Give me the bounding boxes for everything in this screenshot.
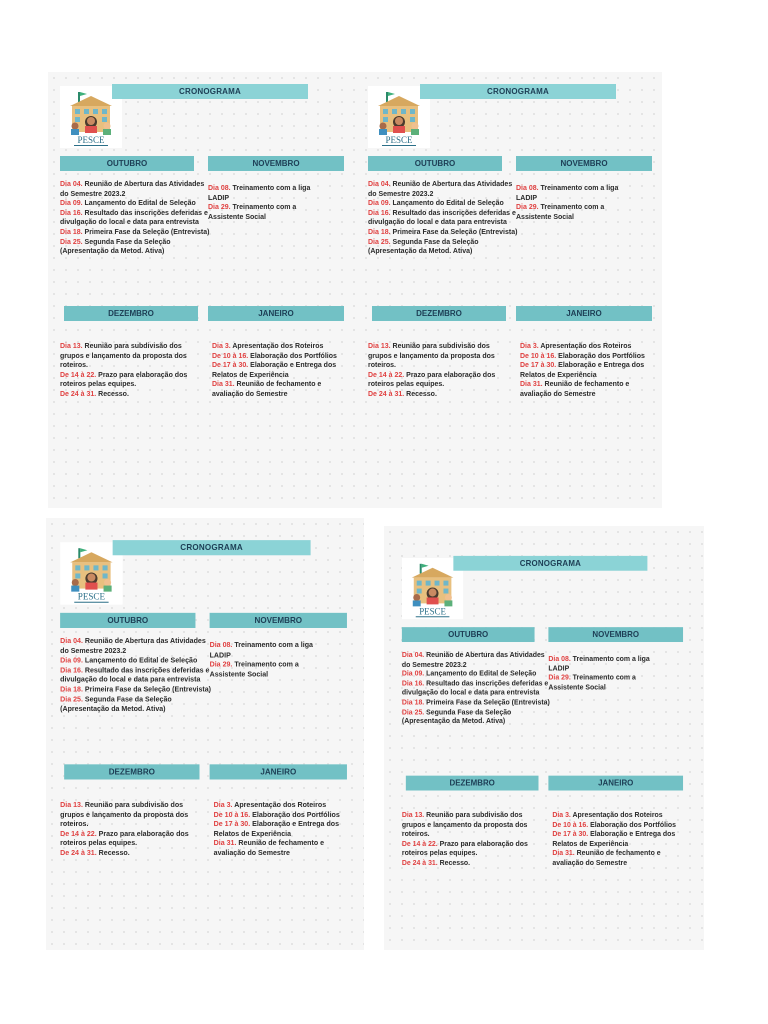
entry-date: Dia 04. — [60, 638, 83, 646]
schedule-entry — [402, 708, 552, 727]
entry-date: Dia 09. — [60, 657, 83, 665]
entry-text: Prazo para elaboração dos roteiros pelas equipes. — [60, 830, 189, 848]
schedule-entry — [214, 810, 349, 820]
schedule-entry — [60, 695, 214, 714]
entry-date: Dia 13. — [401, 812, 425, 820]
entry-text: Apresentação dos Roteiros — [234, 801, 327, 809]
schedule-entry — [402, 811, 537, 839]
schedule-entry — [520, 352, 654, 362]
entry-date: De 14 à 22. — [60, 371, 97, 379]
entry-text: Elaboração dos Portfólios — [590, 821, 677, 829]
schedule-entry — [214, 801, 349, 811]
entry-date: Dia 29. — [209, 661, 233, 669]
schedule-entry — [60, 209, 212, 228]
schedule-entry — [552, 811, 685, 820]
entry-date: De 17 à 30. — [212, 362, 249, 370]
entry-text: Recesso. — [98, 850, 130, 858]
month-heading-novembro: NOVEMBRO — [516, 156, 652, 171]
schedule-entry — [548, 674, 667, 693]
month-heading-janeiro: JANEIRO — [210, 764, 347, 779]
entry-text: Elaboração dos Portfólios — [558, 352, 645, 360]
entry-text: Reunião de fechamento e avaliação do Semestre — [212, 381, 322, 398]
schedule-entry — [60, 371, 196, 390]
month-heading-dezembro: DEZEMBRO — [406, 776, 539, 791]
month-heading-janeiro: JANEIRO — [516, 306, 652, 321]
schedule-entry — [520, 342, 654, 352]
entry-date: Dia 31. — [213, 840, 237, 848]
month-list-outubro — [402, 651, 552, 727]
entry-date: De 17 à 30. — [552, 831, 589, 839]
month-list-janeiro — [212, 342, 346, 400]
page-top — [48, 72, 662, 508]
schedule-entry — [60, 801, 197, 830]
entry-text: Reunião para subdivisão dos grupos e lançamento da proposta dos roteiros. — [401, 812, 528, 839]
entry-date: Dia 09. — [60, 200, 83, 208]
entry-text: Segunda Fase da Seleção (Apresentação da Metod. Ativa) — [368, 238, 479, 256]
page-bottom-right — [384, 526, 704, 950]
entry-date: De 24 à 31. — [60, 390, 97, 398]
month-list-outubro — [368, 180, 520, 257]
month-heading-janeiro: JANEIRO — [208, 306, 344, 321]
entry-date: Dia 09. — [368, 200, 391, 208]
svg-text:PESCE: PESCE — [77, 591, 106, 602]
schedule-entry — [60, 686, 214, 696]
entry-date: De 24 à 31. — [401, 859, 438, 867]
schedule-entry — [60, 666, 214, 685]
month-list-janeiro — [520, 342, 654, 400]
schedule-entry — [212, 380, 346, 399]
schedule-entry — [60, 228, 212, 238]
schedule-entry — [208, 203, 328, 222]
schedule-entry — [208, 184, 328, 203]
month-heading-dezembro: DEZEMBRO — [372, 306, 506, 321]
page-bottom-left — [46, 518, 364, 950]
schedule-entry — [368, 228, 520, 238]
schedule-entry — [60, 238, 212, 257]
svg-text:PESCE: PESCE — [419, 606, 446, 617]
entry-text: Prazo para elaboração dos roteiros pelas equipes. — [368, 371, 496, 389]
month-list-novembro — [516, 184, 636, 222]
entry-text: Primeira Fase da Seleção (Entrevista) — [84, 228, 210, 236]
entry-date: Dia 04. — [60, 181, 83, 188]
schedule-entry — [60, 637, 214, 656]
entry-text: Treinamento com a liga LADIP — [548, 655, 650, 673]
entry-date: De 14 à 22. — [401, 840, 438, 848]
entry-date: Dia 04. — [401, 651, 425, 659]
schedule-entry — [210, 660, 331, 679]
month-list-novembro — [548, 655, 667, 693]
entry-date: Dia 29. — [548, 674, 571, 682]
entry-date: Dia 31. — [552, 850, 575, 858]
entry-date: Dia 16. — [368, 209, 391, 217]
entry-date: Dia 16. — [401, 680, 425, 688]
schedule-entry — [60, 390, 196, 400]
entry-text: Elaboração e Entrega dos Relatos de Experiência — [212, 362, 337, 379]
entry-date: Dia 29. — [208, 204, 231, 212]
entry-text: Apresentação dos Roteiros — [232, 343, 324, 350]
entry-date: Dia 08. — [548, 655, 571, 663]
entry-text: Elaboração dos Portfólios — [250, 352, 337, 360]
entry-date: De 10 à 16. — [213, 811, 251, 819]
entry-text: Lançamento do Edital de Seleção — [392, 200, 504, 208]
schedule-title: CRONOGRAMA — [112, 84, 308, 99]
entry-date: Dia 31. — [520, 381, 543, 389]
schedule-entry — [368, 342, 504, 371]
schedule-entry — [210, 641, 331, 660]
entry-date: Dia 13. — [60, 343, 83, 350]
entry-date: De 14 à 22. — [368, 371, 405, 379]
entry-date: Dia 18. — [60, 686, 83, 694]
schedule-entry — [552, 821, 685, 830]
month-list-novembro — [210, 641, 331, 680]
entry-date: De 10 à 16. — [212, 352, 249, 360]
entry-date: De 24 à 31. — [60, 850, 97, 858]
schedule-entry — [214, 839, 349, 858]
entry-date: Dia 16. — [60, 209, 83, 217]
schedule-entry — [368, 238, 520, 257]
schedule-entry — [402, 840, 537, 859]
month-heading-novembro: NOVEMBRO — [548, 627, 683, 642]
entry-date: Dia 18. — [368, 228, 391, 236]
schedule-entry — [212, 361, 346, 380]
schedule-entry — [548, 655, 667, 674]
entry-date: Dia 29. — [516, 204, 539, 212]
month-list-dezembro — [60, 801, 197, 859]
entry-date: Dia 08. — [209, 642, 233, 650]
entry-text: Segunda Fase da Seleção (Apresentação da Metod. Ativa) — [401, 708, 512, 726]
month-heading-novembro: NOVEMBRO — [208, 156, 344, 171]
schedule-entry — [214, 820, 349, 839]
schedule-entry — [368, 199, 520, 209]
entry-text: Apresentação dos Roteiros — [540, 343, 632, 350]
entry-date: Dia 13. — [60, 801, 83, 809]
entry-text: Lançamento do Edital de Seleção — [84, 657, 198, 665]
month-list-janeiro — [552, 811, 685, 868]
schedule-entry — [516, 203, 636, 222]
month-heading-dezembro: DEZEMBRO — [64, 306, 198, 321]
entry-text: Treinamento com a Assistente Social — [548, 674, 636, 692]
entry-date: Dia 09. — [401, 670, 425, 678]
entry-text: Treinamento com a liga LADIP — [209, 642, 313, 659]
schedule-entry — [60, 656, 214, 666]
month-list-dezembro — [60, 342, 196, 400]
entry-text: Reunião de Abertura das Atividades do Semestre 2023.2 — [60, 638, 206, 655]
schedule-entry — [402, 670, 552, 679]
entry-date: Dia 25. — [368, 238, 391, 246]
month-list-outubro — [60, 637, 214, 715]
entry-text: Prazo para elaboração dos roteiros pelas equipes. — [401, 840, 528, 858]
entry-text: Elaboração e Entrega dos Relatos de Experiência — [213, 821, 340, 838]
entry-text: Treinamento com a liga LADIP — [208, 185, 311, 202]
entry-text: Treinamento com a Assistente Social — [209, 661, 299, 679]
entry-text: Primeira Fase da Seleção (Entrevista) — [426, 699, 550, 707]
month-list-outubro — [60, 180, 212, 257]
entry-date: De 14 à 22. — [60, 830, 97, 838]
entry-text: Primeira Fase da Seleção (Entrevista) — [84, 686, 212, 694]
entry-text: Reunião de fechamento e avaliação do Semestre — [552, 850, 661, 867]
entry-text: Reunião de Abertura das Atividades do Semestre 2023.2 — [368, 181, 513, 198]
entry-text: Elaboração e Entrega dos Relatos de Experiência — [552, 831, 676, 848]
entry-text: Elaboração e Entrega dos Relatos de Experiência — [520, 362, 645, 379]
schedule-entry — [552, 849, 685, 868]
entry-date: Dia 31. — [212, 381, 235, 389]
month-heading-novembro: NOVEMBRO — [210, 613, 347, 628]
month-heading-outubro: OUTUBRO — [368, 156, 502, 171]
schedule-entry — [402, 698, 552, 707]
schedule-card-content — [390, 544, 697, 980]
entry-date: Dia 04. — [368, 181, 391, 188]
schedule-entry — [520, 361, 654, 380]
entry-text: Recesso. — [98, 390, 129, 398]
entry-text: Reunião para subdivisão dos grupos e lançamento da proposta dos roteiros. — [60, 801, 189, 829]
schedule-title: CRONOGRAMA — [113, 540, 311, 555]
entry-text: Resultado das inscrições deferidas e divulgação do local e data para entrevista — [401, 680, 549, 697]
entry-date: Dia 25. — [60, 696, 83, 704]
entry-text: Primeira Fase da Seleção (Entrevista) — [392, 228, 518, 236]
entry-text: Reunião de Abertura das Atividades do Semestre 2023.2 — [60, 181, 205, 198]
entry-date: Dia 18. — [60, 228, 83, 236]
entry-date: Dia 3. — [552, 812, 571, 820]
schedule-entry — [368, 371, 504, 390]
entry-text: Treinamento com a Assistente Social — [208, 204, 297, 221]
schedule-entry — [552, 830, 685, 849]
entry-text: Elaboração dos Portfólios — [252, 811, 340, 819]
entry-text: Resultado das inscrições deferidas e divulgação do local e data para entrevista — [60, 209, 208, 227]
entry-date: Dia 3. — [520, 343, 539, 350]
entry-date: De 24 à 31. — [368, 390, 405, 398]
entry-date: Dia 3. — [213, 801, 233, 809]
schedule-entry — [60, 199, 212, 209]
schedule-entry — [520, 380, 654, 399]
entry-text: Reunião de Abertura das Atividades do Semestre 2023.2 — [401, 651, 545, 669]
entry-text: Reunião de fechamento e avaliação do Semestre — [213, 840, 325, 858]
schedule-entry — [402, 679, 552, 698]
entry-text: Resultado das inscrições deferidas e divulgação do local e data para entrevista — [368, 209, 516, 227]
month-heading-outubro: OUTUBRO — [60, 613, 195, 628]
entry-text: Lançamento do Edital de Seleção — [426, 670, 537, 678]
schedule-entry — [60, 342, 196, 371]
svg-text:PESCE: PESCE — [385, 135, 413, 145]
schedule-entry — [368, 180, 520, 199]
month-list-janeiro — [214, 801, 349, 859]
entry-text: Reunião de fechamento e avaliação do Semestre — [520, 381, 630, 398]
entry-date: Dia 25. — [60, 238, 83, 246]
entry-text: Apresentação dos Roteiros — [572, 812, 663, 820]
schedule-title: CRONOGRAMA — [453, 556, 647, 571]
schedule-entry — [368, 390, 504, 400]
schedule-entry — [368, 209, 520, 228]
month-heading-outubro: OUTUBRO — [60, 156, 194, 171]
svg-text:PESCE: PESCE — [77, 135, 105, 145]
entry-text: Segunda Fase da Seleção (Apresentação da Metod. Ativa) — [60, 238, 171, 256]
entry-text: Treinamento com a Assistente Social — [516, 204, 605, 221]
entry-date: Dia 08. — [516, 185, 539, 192]
month-list-novembro — [208, 184, 328, 222]
entry-date: Dia 25. — [401, 708, 425, 716]
schedule-entry — [516, 184, 636, 203]
month-list-dezembro — [368, 342, 504, 400]
schedule-title: CRONOGRAMA — [420, 84, 616, 99]
entry-date: Dia 3. — [212, 343, 231, 350]
entry-date: Dia 08. — [208, 185, 231, 192]
schedule-entry — [402, 859, 537, 868]
entry-date: De 17 à 30. — [213, 821, 251, 829]
month-heading-dezembro: DEZEMBRO — [64, 764, 199, 779]
schedule-entry — [60, 830, 197, 849]
entry-date: De 17 à 30. — [520, 362, 557, 370]
month-heading-outubro: OUTUBRO — [402, 627, 535, 642]
schedule-entry — [212, 352, 346, 362]
entry-text: Segunda Fase da Seleção (Apresentação da Metod. Ativa) — [60, 696, 172, 713]
schedule-entry — [402, 651, 552, 670]
entry-date: De 10 à 16. — [552, 821, 589, 829]
entry-text: Reunião para subdivisão dos grupos e lançamento da proposta dos roteiros. — [368, 343, 495, 370]
entry-date: De 10 à 16. — [520, 352, 557, 360]
schedule-entry — [60, 180, 212, 199]
schedule-card-content — [48, 72, 358, 512]
entry-date: Dia 16. — [60, 667, 83, 675]
schedule-card-content — [356, 72, 666, 512]
entry-text: Recesso. — [406, 390, 437, 398]
entry-date: Dia 18. — [401, 699, 425, 707]
schedule-card-content — [48, 528, 361, 972]
entry-text: Reunião para subdivisão dos grupos e lançamento da proposta dos roteiros. — [60, 343, 187, 370]
entry-text: Recesso. — [439, 859, 471, 867]
entry-text: Treinamento com a liga LADIP — [516, 185, 619, 202]
month-heading-janeiro: JANEIRO — [548, 776, 683, 791]
entry-text: Prazo para elaboração dos roteiros pelas equipes. — [60, 371, 188, 389]
entry-text: Resultado das inscrições deferidas e divulgação do local e data para entrevista — [60, 667, 210, 684]
schedule-entry — [212, 342, 346, 352]
entry-date: Dia 13. — [368, 343, 391, 350]
schedule-entry — [60, 849, 197, 859]
entry-text: Lançamento do Edital de Seleção — [84, 200, 196, 208]
month-list-dezembro — [402, 811, 537, 868]
